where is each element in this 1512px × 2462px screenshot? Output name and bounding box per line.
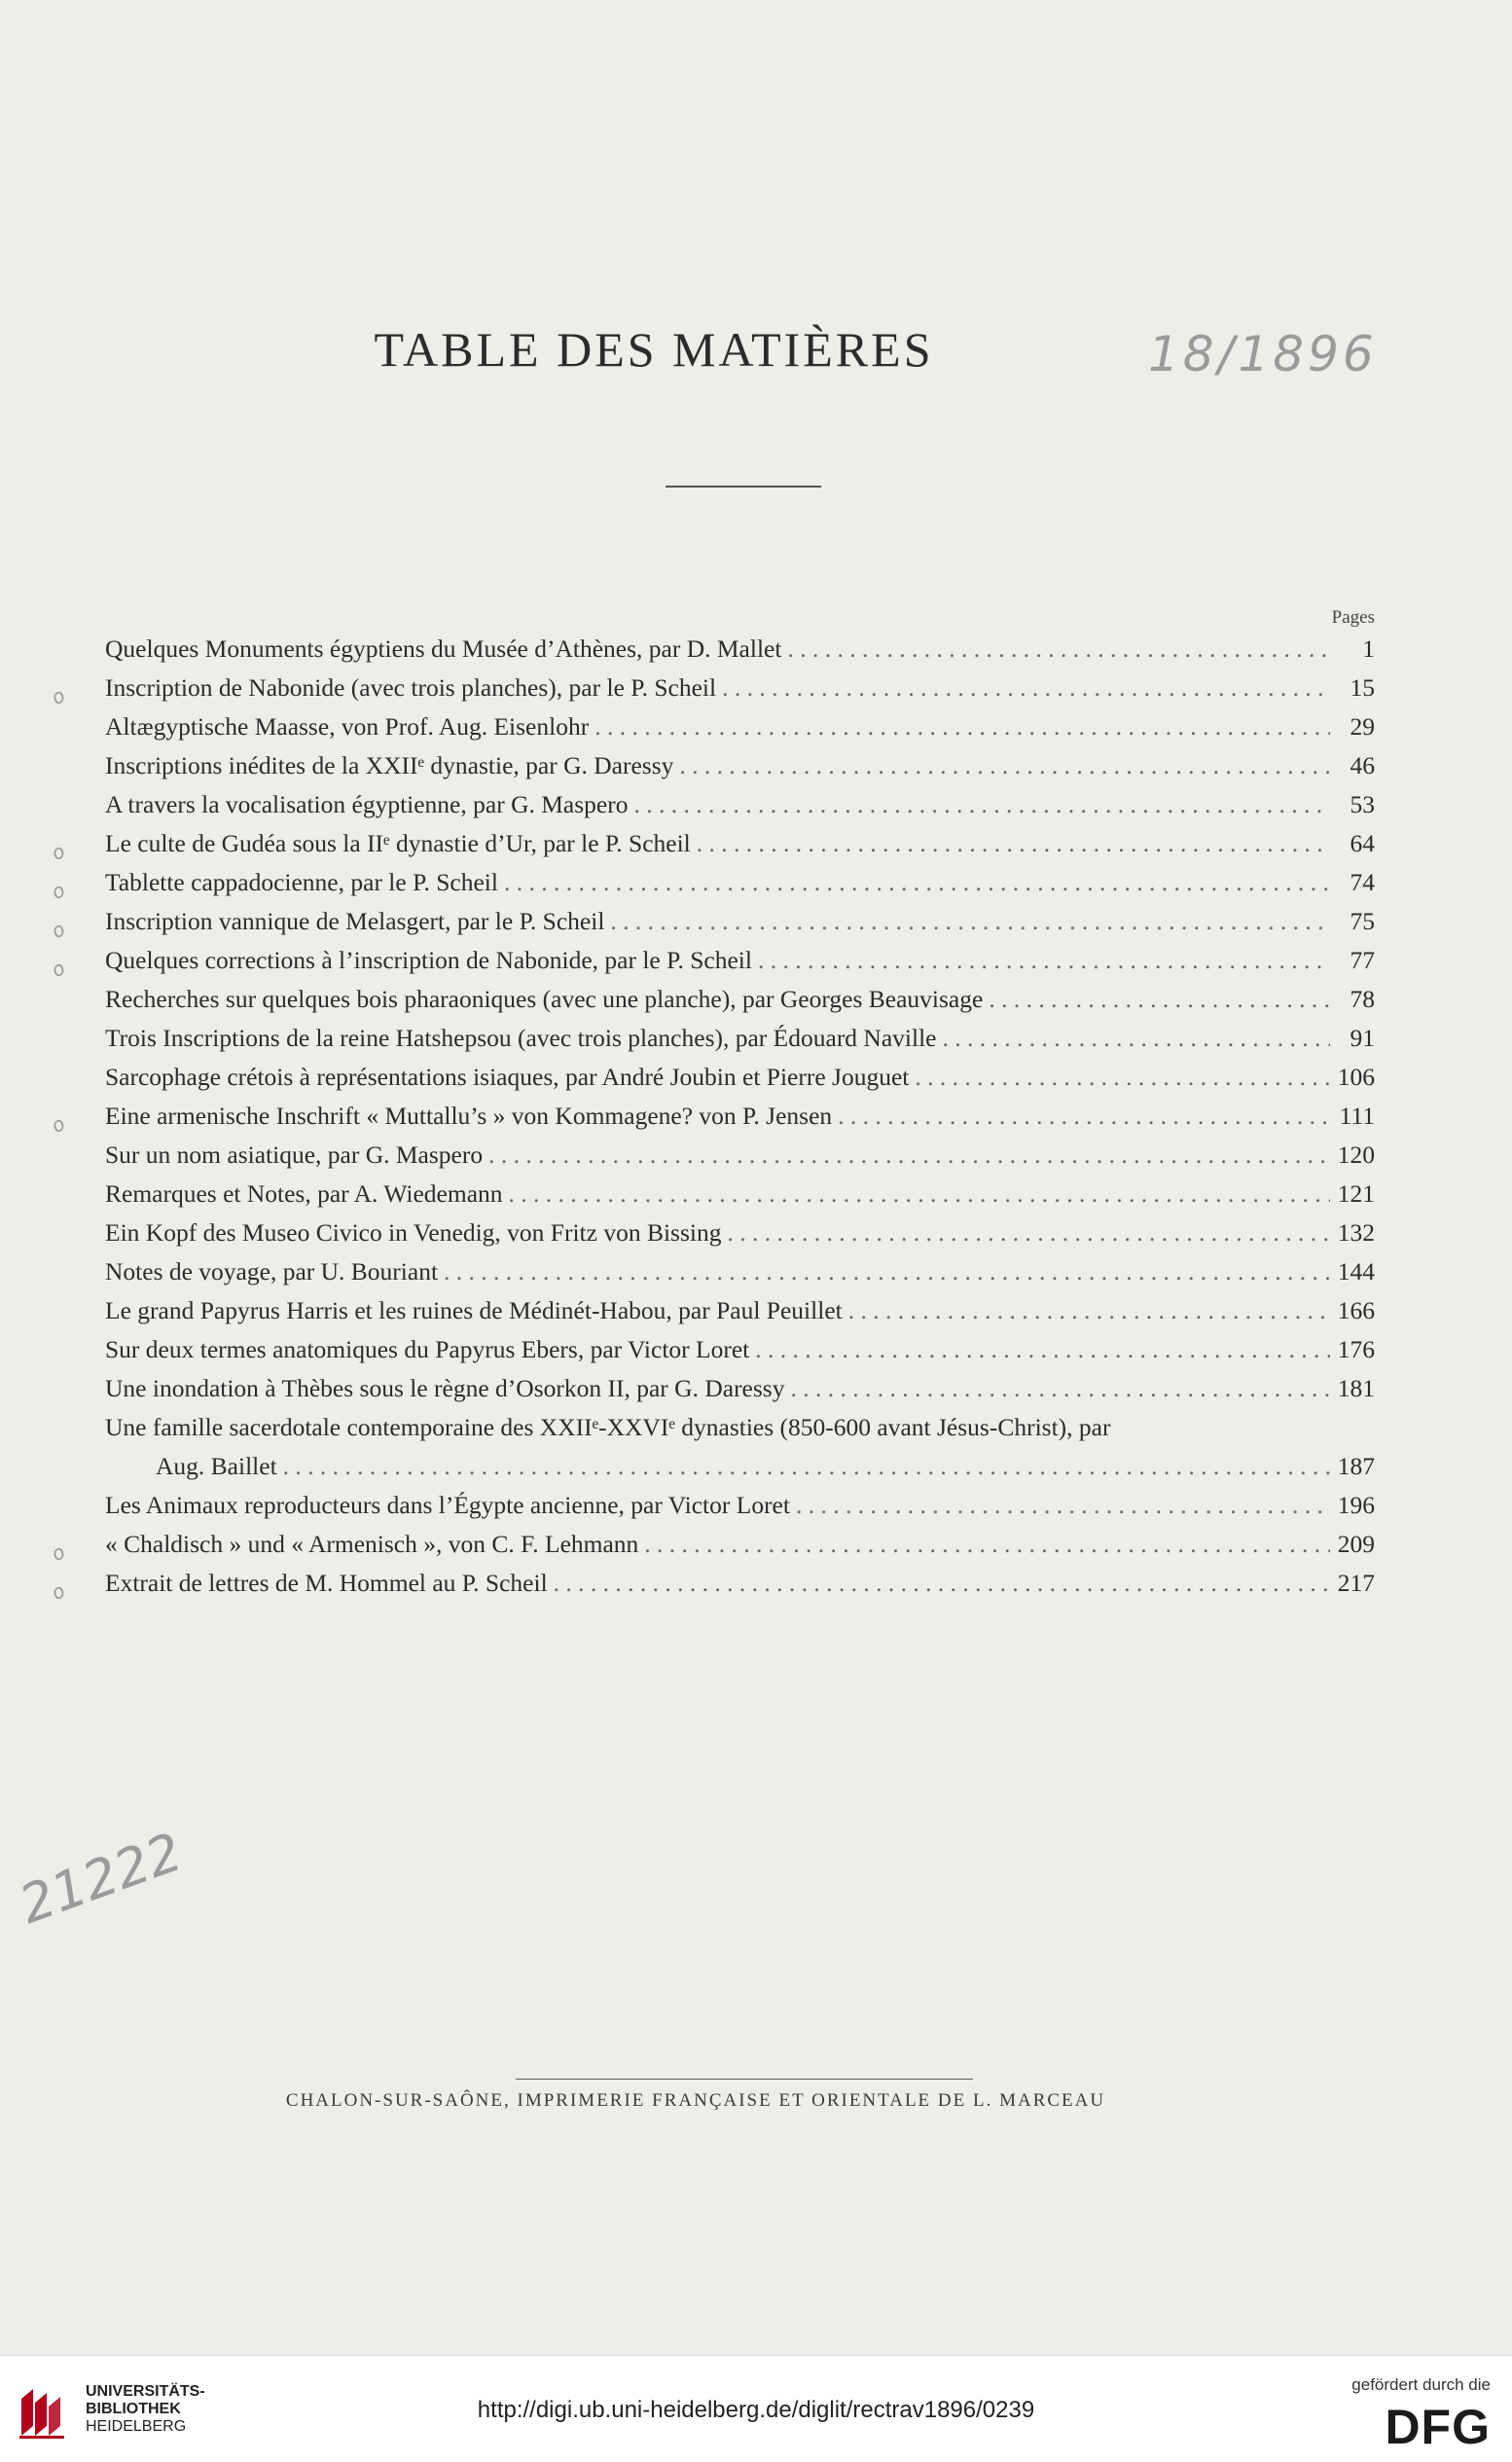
pencil-mark-icon: o — [47, 956, 69, 983]
entry-title: Remarques et Notes, par A. Wiedemann — [105, 1179, 503, 1208]
leader-dots — [790, 1374, 1330, 1403]
toc-entry — [105, 673, 1375, 712]
entry-title: Sur un nom asiatique, par G. Maspero — [105, 1140, 484, 1169]
leader-dots — [848, 1296, 1330, 1325]
toc-entry — [105, 712, 1375, 751]
entry-page: 1 — [1362, 634, 1375, 663]
entry-page: 78 — [1350, 985, 1375, 1013]
entry-page: 121 — [1337, 1179, 1375, 1208]
entry-page: 181 — [1337, 1374, 1375, 1402]
entry-page: 91 — [1350, 1024, 1375, 1052]
entry-title: Une inondation à Thèbes sous le règne d’Osorkon II, par G. Daressy — [105, 1374, 785, 1402]
entry-page: 144 — [1337, 1257, 1375, 1285]
toc-entry — [105, 1024, 1375, 1063]
toc-entry — [105, 1140, 1375, 1179]
title-text: TABLE DES MATIÈRES — [374, 322, 934, 377]
pencil-mark-icon: o — [47, 1539, 69, 1567]
dfg-logo: DFG — [1385, 2400, 1491, 2454]
entry-title: Sarcophage crétois à représentations isiaques, par André Joubin et Pierre Jouguet — [105, 1063, 910, 1091]
entry-page: 132 — [1337, 1218, 1375, 1247]
leader-dots — [796, 1491, 1330, 1520]
leader-dots — [644, 1530, 1330, 1559]
toc-entry — [105, 751, 1375, 790]
entry-page: 120 — [1337, 1140, 1375, 1169]
pencil-mark-icon: o — [47, 683, 69, 710]
pencil-mark-icon: o — [47, 1578, 69, 1606]
toc-entry — [105, 1491, 1375, 1530]
entry-title: Inscription de Nabonide (avec trois planches), par le P. Scheil — [105, 673, 717, 702]
pencil-mark-icon: o — [47, 917, 69, 944]
entry-page: 53 — [1350, 790, 1375, 818]
entry-page: 64 — [1350, 829, 1375, 857]
entry-title: Sur deux termes anatomiques du Papyrus Ebers, par Victor Loret — [105, 1335, 750, 1363]
entry-title: Inscriptions inédites de la XXIIᵉ dynastie, par G. Daressy — [105, 751, 674, 779]
pages-column-label: Pages — [1331, 607, 1375, 628]
entry-title: Quelques corrections à l’inscription de Nabonide, par le P. Scheil — [105, 946, 752, 974]
entry-page: 111 — [1339, 1102, 1375, 1130]
entry-title: Inscription vannique de Melasgert, par le P. Scheil — [105, 907, 605, 935]
entry-page: 29 — [1350, 712, 1375, 741]
toc-entry — [105, 985, 1375, 1024]
pencil-mark-icon: o — [47, 878, 69, 905]
entry-title: Les Animaux reproducteurs dans l’Égypte ancienne, par Victor Loret — [105, 1491, 790, 1519]
entry-title: Trois Inscriptions de la reine Hatshepsou (avec trois planches), par Édouard Naville — [105, 1024, 937, 1052]
leader-dots — [989, 985, 1330, 1014]
leader-dots — [697, 829, 1330, 858]
entry-page: 74 — [1350, 868, 1375, 896]
viewer-footer — [0, 2355, 1512, 2462]
toc-entry — [105, 1374, 1375, 1413]
entry-title: Notes de voyage, par U. Bouriant — [105, 1257, 439, 1285]
toc-entry — [105, 634, 1375, 673]
entry-page: 75 — [1350, 907, 1375, 935]
leader-dots — [787, 634, 1330, 664]
toc-entry — [105, 868, 1375, 907]
library-line-1: UNIVERSITÄTS- — [86, 2383, 205, 2400]
leader-dots — [554, 1569, 1330, 1598]
leader-dots — [838, 1102, 1330, 1131]
entry-page: 46 — [1350, 751, 1375, 779]
entry-title: Aug. Baillet — [156, 1452, 277, 1480]
toc-entry — [105, 829, 1375, 868]
pencil-reference-note: 18/1896 — [1148, 326, 1378, 382]
entry-title: « Chaldisch » und « Armenisch », von C. F. Lehmann — [105, 1530, 639, 1558]
permalink-url[interactable]: http://digi.ub.uni-heidelberg.de/diglit/rectrav1896/0239 — [477, 2397, 1035, 2423]
entry-title: Tablette cappadocienne, par le P. Scheil — [105, 868, 498, 896]
printer-imprint — [0, 2090, 1512, 2112]
entry-page: 77 — [1350, 946, 1375, 974]
toc-entry — [105, 946, 1375, 985]
leader-dots — [727, 1218, 1330, 1248]
entry-title: Eine armenische Inschrift « Muttallu’s » von Kommagene? von P. Jensen — [105, 1102, 833, 1130]
toc-entry-first-line — [105, 1413, 1375, 1452]
leader-dots — [633, 790, 1330, 819]
toc-entry — [105, 907, 1375, 946]
funded-by-label: gefördert durch die — [1351, 2375, 1491, 2394]
title-divider — [666, 486, 821, 488]
entry-title: A travers la vocalisation égyptienne, par G. Maspero — [105, 790, 629, 818]
toc-entry — [105, 1179, 1375, 1218]
leader-dots — [722, 673, 1330, 703]
leader-dots — [444, 1257, 1330, 1286]
entry-page: 15 — [1350, 673, 1375, 702]
leader-dots — [943, 1024, 1331, 1053]
leader-dots — [509, 1179, 1330, 1209]
toc-entry-continuation — [156, 1452, 1375, 1491]
entry-title: Quelques Monuments égyptiens du Musée d’Athènes, par D. Mallet — [105, 634, 782, 663]
entry-page: 209 — [1337, 1530, 1375, 1558]
library-line-2: BIBLIOTHEK — [86, 2401, 181, 2417]
imprint-divider — [516, 2079, 973, 2080]
entry-title: Une famille sacerdotale contemporaine des XXIIᵉ-XXVIᵉ dynasties (850-600 avant Jésus-Christ), par — [105, 1413, 1111, 1441]
pencil-number-note: 21222 — [12, 1821, 190, 1937]
entry-page: 106 — [1337, 1063, 1375, 1091]
toc-entry — [105, 1335, 1375, 1374]
leader-dots — [915, 1063, 1330, 1092]
toc-entry — [105, 790, 1375, 829]
leader-dots — [758, 946, 1330, 975]
entry-title: Extrait de lettres de M. Hommel au P. Scheil — [105, 1569, 548, 1597]
entry-page: 217 — [1337, 1569, 1375, 1597]
entry-title: Le grand Papyrus Harris et les ruines de Médinét-Habou, par Paul Peuillet — [105, 1296, 843, 1324]
toc-entry — [105, 1569, 1375, 1608]
entry-title: Ein Kopf des Museo Civico in Venedig, von Fritz von Bissing — [105, 1218, 722, 1247]
entry-page: 176 — [1337, 1335, 1375, 1363]
leader-dots — [283, 1452, 1330, 1481]
entry-page: 166 — [1337, 1296, 1375, 1324]
leader-dots — [679, 751, 1330, 780]
entry-page: 187 — [1337, 1452, 1375, 1480]
toc-entry — [105, 1063, 1375, 1102]
leader-dots — [755, 1335, 1330, 1364]
leader-dots — [594, 712, 1330, 742]
toc-entry — [105, 1530, 1375, 1569]
toc-entry — [105, 1296, 1375, 1335]
entry-title: Recherches sur quelques bois pharaoniques (avec une planche), par Georges Beauvisage — [105, 985, 984, 1013]
toc-entry — [105, 1257, 1375, 1296]
leader-dots — [504, 868, 1330, 897]
leader-dots — [610, 907, 1330, 936]
toc-entry — [105, 1102, 1375, 1140]
leader-dots — [488, 1140, 1330, 1170]
library-line-3: HEIDELBERG — [86, 2418, 187, 2435]
entry-title: Altægyptische Maasse, von Prof. Aug. Eisenlohr — [105, 712, 590, 741]
entry-title: Le culte de Gudéa sous la IIᵉ dynastie d’Ur, par le P. Scheil — [105, 829, 691, 857]
entry-page: 196 — [1337, 1491, 1375, 1519]
pencil-mark-icon: o — [47, 1111, 69, 1139]
printer-text: CHALON-SUR-SAÔNE, IMPRIMERIE FRANÇAISE ET ORIENTALE DE L. MARCEAU — [285, 2090, 1106, 2111]
pencil-mark-icon: o — [47, 839, 69, 866]
toc-entry — [105, 1218, 1375, 1257]
